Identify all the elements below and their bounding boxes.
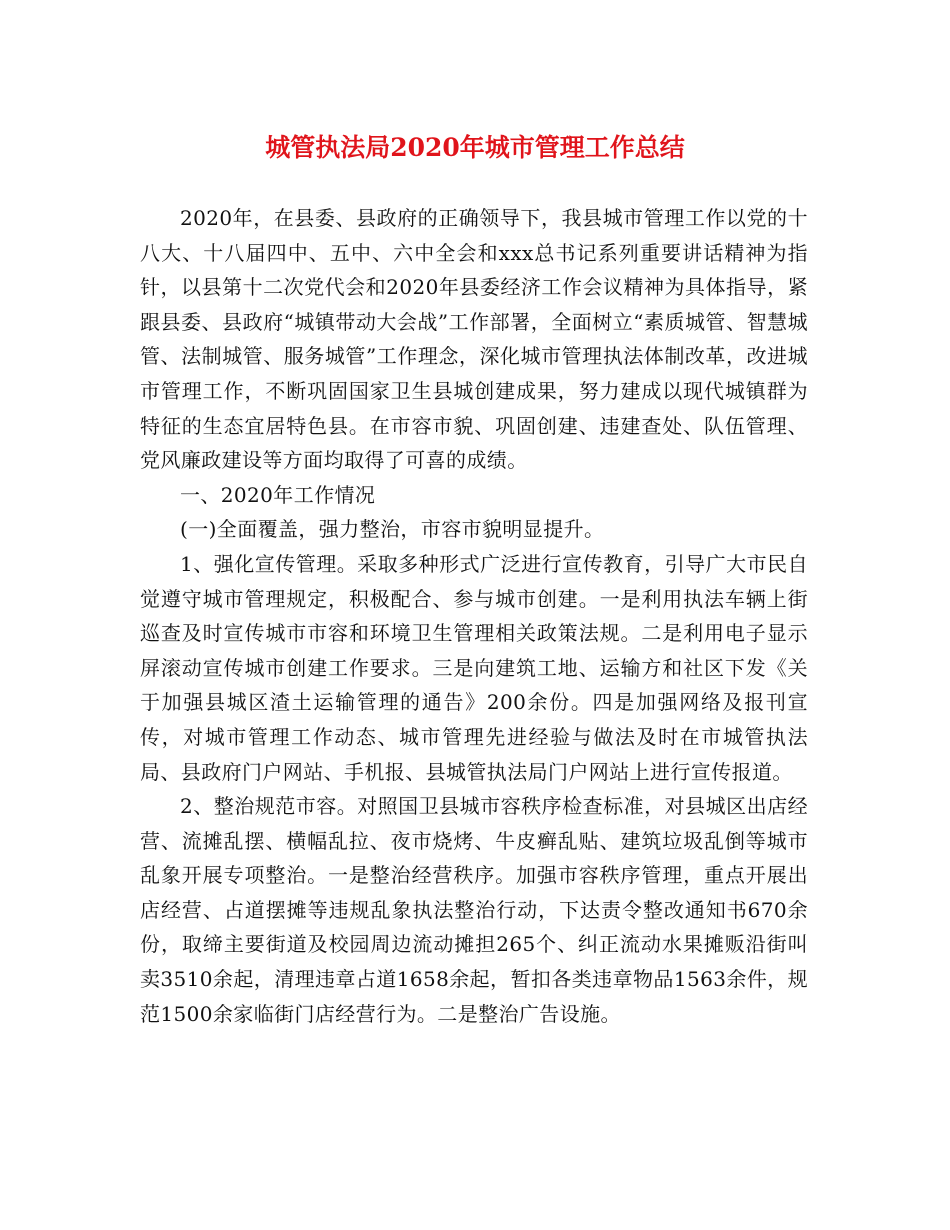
document-body: [140, 201, 808, 1031]
section-heading-1: 一、2020年工作情况: [180, 482, 376, 507]
paragraph-intro: 2020年，在县委、县政府的正确领导下，我县城市管理工作以党的十八大、十八届四中、五中、六中全会和xxx总书记系列重要讲话精神为指针，以县第十二次党代会和2020年县委经济工作会议精神为具体指导，紧跟县委、县政府“城镇带动大会战”工作部署，全面树立“素质城管、智慧城管、法制城管、服务城管”工作理念，深化城市管理执法体制改革，改进城市管理工作，不断巩固国家卫生县城创建成果，努力建成以现代城镇群为特征的生态宜居特色县。在市容市貌、巩固创建、违建查处、队伍管理、党风廉政建设等方面均取得了可喜的成绩。: [140, 206, 808, 473]
subsection-heading-1: (一)全面覆盖，强力整治，市容市貌明显提升。: [180, 517, 605, 542]
document-title: 城管执法局2020年城市管理工作总结: [265, 133, 685, 162]
paragraph-publicity: 1、强化宣传管理。采取多种形式广泛进行宣传教育，引导广大市民自觉遵守城市管理规定，积极配合、参与城市创建。一是利用执法车辆上街巡查及时宣传城市市容和环境卫生管理相关政策法规。二是利用电子显示屏滚动宣传城市创建工作要求。三是向建筑工地、运输方和社区下发《关于加强县城区渣土运输管理的通告》200余份。四是加强网络及报刊宣传，对城市管理工作动态、城市管理先进经验与做法及时在市城管执法局、县政府门户网站、手机报、县城管执法局门户网站上进行宣传报道。: [140, 551, 808, 784]
paragraph-city-appearance: 2、整治规范市容。对照国卫县城市容秩序检查标准，对县城区出店经营、流摊乱摆、横幅乱拉、夜市烧烤、牛皮癣乱贴、建筑垃圾乱倒等城市乱象开展专项整治。一是整治经营秩序。加强市容秩序管理，重点开展出店经营、占道摆摊等违规乱象执法整治行动，下达责令整改通知书670余份，取缔主要街道及校园周边流动摊担265个、纠正流动水果摊贩沿街叫卖3510余起，清理违章占道1658余起，暂扣各类违章物品1563余件，规范1500余家临街门店经营行为。二是整治广告设施。: [140, 794, 808, 1026]
